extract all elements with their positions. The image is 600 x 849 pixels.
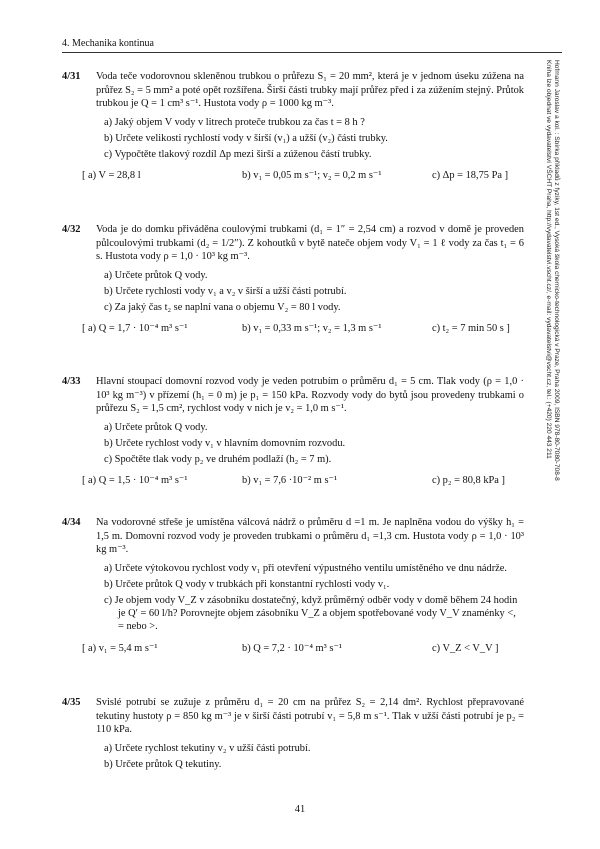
answers [62,642,524,656]
question-b: b) Určete rychlosti vody v₁ a v₂ v širší a užší části potrubí. [104,285,347,297]
problem-4-31 [62,70,524,183]
answers [62,474,524,488]
header-rule [62,52,562,53]
question-c: c) Vypočtěte tlakový rozdíl Δp mezi širší a zúženou částí trubky. [104,148,372,160]
answer-b: b) v₁ = 0,05 m s⁻¹; v₂ = 0,2 m s⁻¹ [242,170,382,181]
problem-text: Svislé potrubí se zužuje z průměru d₁ = 20 cm na průřez S₂ = 2,14 dm². Rychlost přepravované tekutiny hustoty ρ = 850 kg m⁻³ je v širší části potrubí v₁ = 5,8 m s⁻¹. Tlak v užší části potrubí je p₂ = 110 kPa. [96,697,524,736]
question-a: a) Určete výtokovou rychlost vody v₁ při otevření výpustného ventilu umístěného ve dnu nádrže. [104,562,507,574]
problem-number: 4/31 [62,71,81,82]
problem-4-34 [62,516,524,656]
question-a: a) Určete průtok Q vody. [104,421,208,433]
answer-a: [ a) Q = 1,7 · 10⁻⁴ m³ s⁻¹ [82,323,188,334]
answer-b: b) v₁ = 0,33 m s⁻¹; v₂ = 1,3 m s⁻¹ [242,323,382,334]
problem-4-33 [62,375,524,488]
question-b: b) Určete průtok Q vody v trubkách při konstantní rychlosti vody v₁. [104,578,390,590]
answers [62,322,524,336]
citation-line-2: Kniha lze objednat ve vydavatelství VŠCHT Praha, http://vydavatelstvi.vscht.cz/, e-mail: vydavatelstvi@vscht.cz, tel.: (+420) 220 443 211 [545,60,552,459]
question-c: c) Spočtěte tlak vody p₂ ve druhém podlaží (h₂ = 7 m). [104,453,332,465]
answer-b: b) Q = 7,2 · 10⁻⁴ m³ s⁻¹ [242,642,342,654]
answer-c: c) t₂ = 7 min 50 s ] [432,323,510,334]
question-a: a) Určete rychlost tekutiny v₂ v užší části potrubí. [104,742,311,754]
question-a: a) Jaký objem V vody v litrech proteče trubkou za čas t = 8 h ? [104,116,365,128]
chapter-header: 4. Mechanika kontinua [62,38,154,49]
answer-c: c) p₂ = 80,8 kPa ] [432,475,505,486]
question-b: b) Určete průtok Q tekutiny. [104,758,222,770]
answer-c: c) Δp = 18,75 Pa ] [432,170,509,181]
problem-number: 4/34 [62,517,81,528]
answer-a: [ a) Q = 1,5 · 10⁻⁴ m³ s⁻¹ [82,475,188,486]
problem-4-32 [62,223,524,336]
problem-text: Voda je do domku přiváděna coulovými trubkami (d₁ = 1″ = 2,54 cm) a rozvod v domě je proveden půlcoulovými trubkami (d₂ = 1/2″). Z kohoutků v bytě nateče objem vody V₁ = 1 ℓ vody za čas t₁ = 6 s. Hustota vody ρ = 1,0 · 10³ kg m⁻³. [96,224,524,263]
problem-text: Na vodorovné střeše je umístěna válcová nádrž o průměru d =1 m. Je naplněna vodou do výšky h₁ = 1,5 m. Domovní rozvod vody je proveden trubkami o průměru d₁ =1,3 cm. Hustota vody ρ = 1,0 · 10³ kg m⁻³. [96,517,524,556]
answers [62,169,524,183]
problem-text: Hlavní stoupací domovní rozvod vody je veden potrubím o průměru d₁ = 5 cm. Tlak vody (ρ = 1,0 · 10³ kg m⁻³) v přízemí (h₁ = 0 m) je p₁ = 150 kPa. Rozvody vody do bytů jsou provedeny trubkami o průřezu S₂ = 1,5 cm², rychlost vody v nich je v₂ = 1,0 m s⁻¹. [96,376,524,415]
question-b: b) Určete rychlost vody v₁ v hlavním domovním rozvodu. [104,437,346,449]
problem-number: 4/35 [62,697,81,708]
citation-line-1: Hofmann Jaroslav a kol. : Sbírka příkladů z fyziky, 1st ed., Vysoká škola chemicko-technologická v Praze, Praha 2009, ISBN 978-80-7080-708-8 [553,60,560,481]
question-b: b) Určete velikosti rychlostí vody v širší (v₁) a užší (v₂) části trubky. [104,132,388,144]
problem-number: 4/33 [62,376,81,387]
problem-4-35 [62,696,524,774]
answer-a: [ a) v₁ = 5,4 m s⁻¹ [82,642,158,654]
answer-b: b) v₁ = 7,6 ·10⁻² m s⁻¹ [242,475,338,486]
problem-number: 4/32 [62,224,81,235]
problem-text: Voda teče vodorovnou skleněnou trubkou o průřezu S₁ = 20 mm², která je v jednom úseku zúžena na průřez S₂ = 5 mm² a poté opět rozšířena. Širší části trubky mají průřez před i za zúžením stejný. Průtok trubkou je Q = 1 cm³ s⁻¹. Hustota vody ρ = 1000 kg m⁻³. [96,71,524,110]
answer-c: c) V_Z < V_V ] [432,642,499,654]
question-c: c) Za jaký čas t₂ se naplní vana o objemu V₂ = 80 l vody. [104,301,341,313]
question-c: c) Je objem vody V_Z v zásobníku dostatečný, když průměrný odběr vody v domě během 24 hodin je Q′ = 60 l/h? Porovnejte objem zásobníku V_Z a objem spotřebované vody V_V znaménky <, = nebo >. [104,594,518,633]
page-number: 41 [294,804,306,815]
answer-a: [ a) V = 28,8 l [82,170,141,181]
question-a: a) Určete průtok Q vody. [104,269,208,281]
